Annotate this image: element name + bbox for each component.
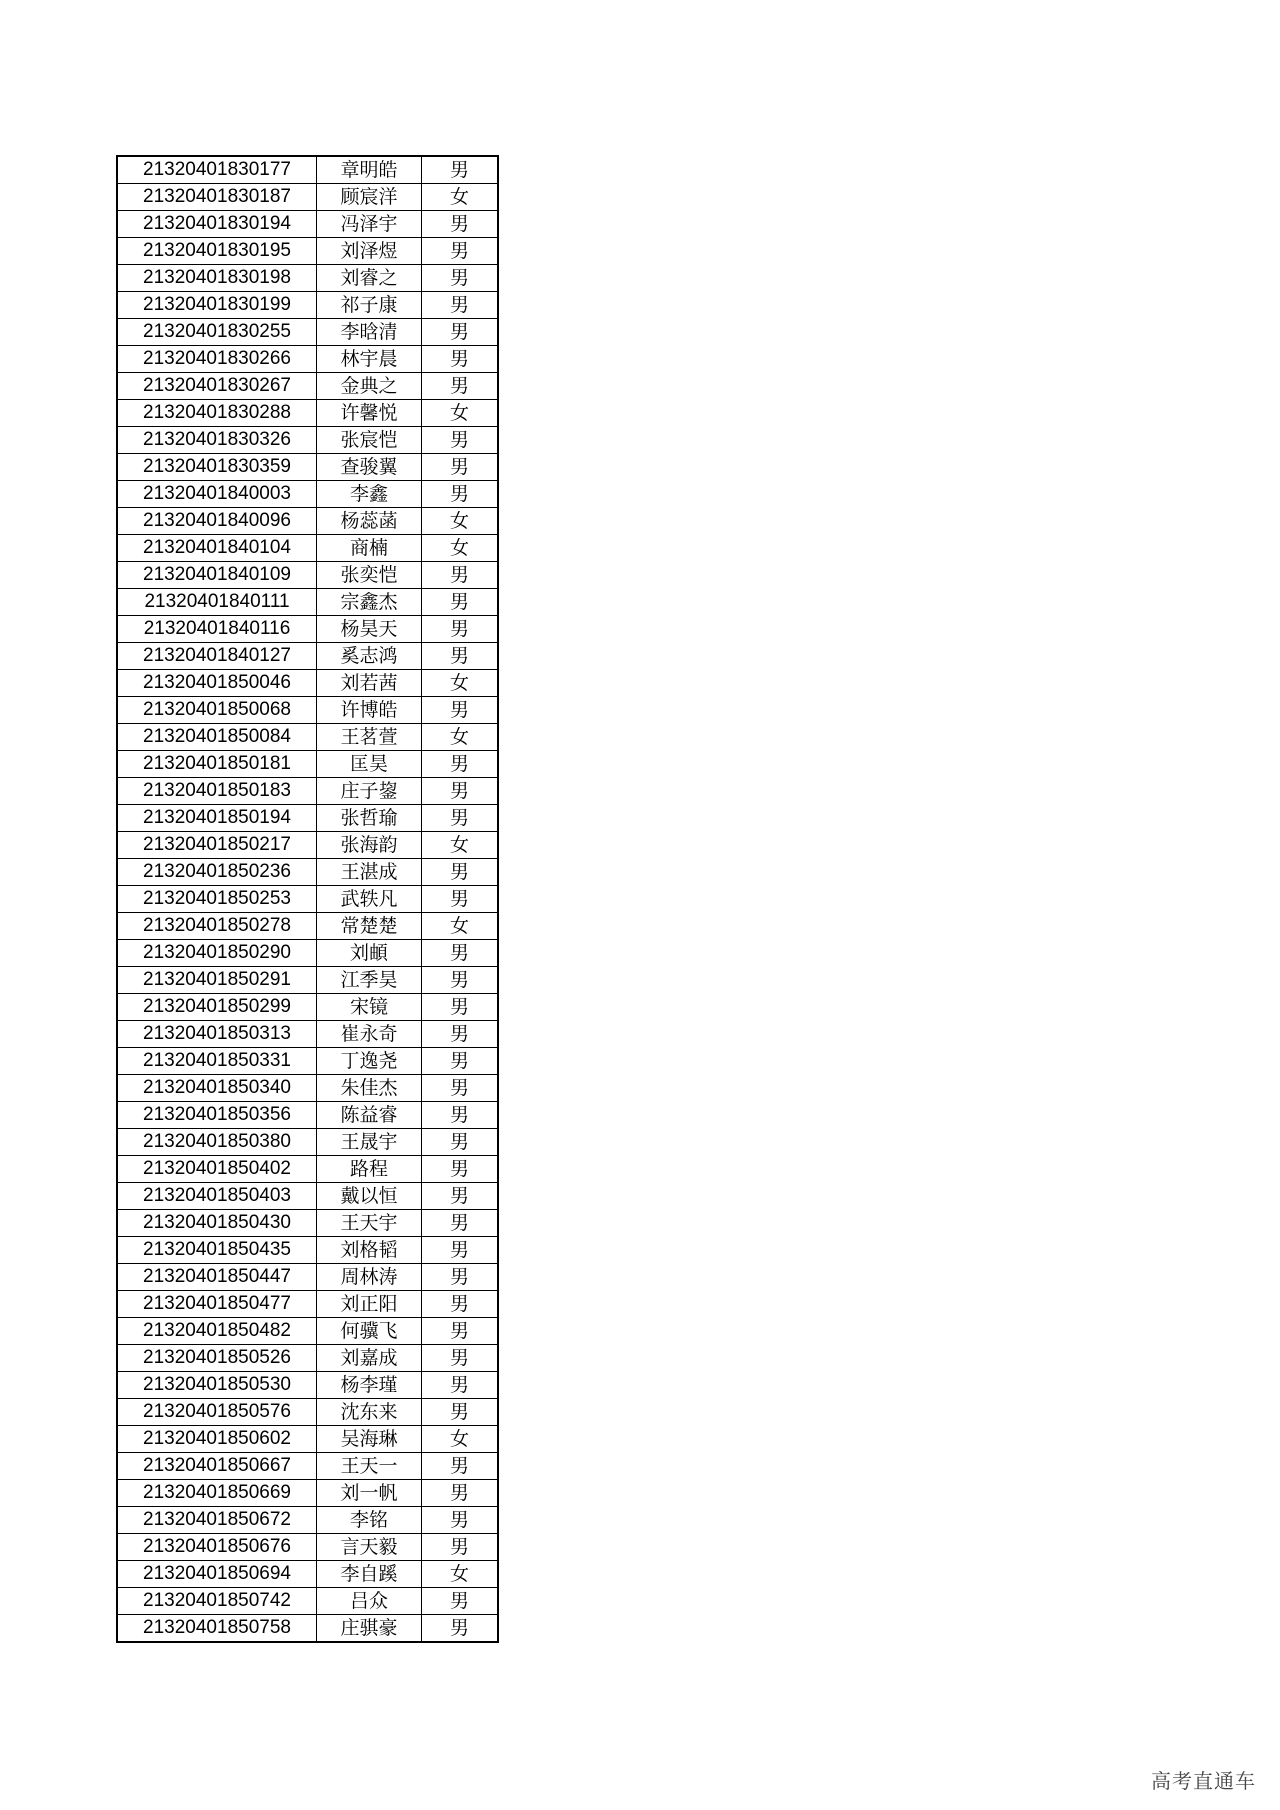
student-id-cell: 21320401840003: [117, 481, 317, 508]
table-row: [117, 994, 498, 1021]
student-name-cell: 宗鑫杰: [317, 589, 422, 616]
student-name-cell: 刘頔: [317, 940, 422, 967]
table-row: [117, 670, 498, 697]
student-gender-cell: 男: [422, 481, 499, 508]
table-row: [117, 1615, 498, 1643]
student-id-cell: 21320401830359: [117, 454, 317, 481]
student-name-cell: 祁子康: [317, 292, 422, 319]
table-row: [117, 643, 498, 670]
student-id-cell: 21320401840127: [117, 643, 317, 670]
student-id-cell: 21320401830255: [117, 319, 317, 346]
student-gender-cell: 男: [422, 697, 499, 724]
student-id-cell: 21320401850477: [117, 1291, 317, 1318]
student-gender-cell: 男: [422, 1534, 499, 1561]
table-row: [117, 346, 498, 373]
student-gender-cell: 男: [422, 454, 499, 481]
table-row: [117, 1102, 498, 1129]
student-name-cell: 刘正阳: [317, 1291, 422, 1318]
student-gender-cell: 男: [422, 373, 499, 400]
student-gender-cell: 男: [422, 1264, 499, 1291]
student-gender-cell: 男: [422, 967, 499, 994]
student-id-cell: 21320401850299: [117, 994, 317, 1021]
table-row: [117, 319, 498, 346]
table-row: [117, 1426, 498, 1453]
table-row: [117, 535, 498, 562]
student-id-cell: 21320401830267: [117, 373, 317, 400]
student-name-cell: 张哲瑜: [317, 805, 422, 832]
student-name-cell: 陈益睿: [317, 1102, 422, 1129]
student-name-cell: 王湛成: [317, 859, 422, 886]
table-row: [117, 454, 498, 481]
student-gender-cell: 男: [422, 346, 499, 373]
student-id-cell: 21320401850313: [117, 1021, 317, 1048]
student-name-cell: 张海韵: [317, 832, 422, 859]
student-gender-cell: 女: [422, 184, 499, 211]
student-gender-cell: 男: [422, 238, 499, 265]
table-row: [117, 1129, 498, 1156]
student-gender-cell: 男: [422, 1507, 499, 1534]
table-row: [117, 373, 498, 400]
student-id-cell: 21320401830266: [117, 346, 317, 373]
student-name-cell: 王天宇: [317, 1210, 422, 1237]
student-id-cell: 21320401850181: [117, 751, 317, 778]
student-name-cell: 常楚楚: [317, 913, 422, 940]
student-gender-cell: 女: [422, 508, 499, 535]
student-gender-cell: 女: [422, 1561, 499, 1588]
student-gender-cell: 男: [422, 156, 499, 184]
student-name-cell: 朱佳杰: [317, 1075, 422, 1102]
student-id-cell: 21320401850435: [117, 1237, 317, 1264]
student-gender-cell: 男: [422, 1156, 499, 1183]
student-gender-cell: 女: [422, 913, 499, 940]
table-row: [117, 1588, 498, 1615]
student-gender-cell: 男: [422, 1615, 499, 1643]
student-name-cell: 许博皓: [317, 697, 422, 724]
student-name-cell: 李自蹊: [317, 1561, 422, 1588]
student-id-cell: 21320401850667: [117, 1453, 317, 1480]
student-id-cell: 21320401850758: [117, 1615, 317, 1643]
table-row: [117, 778, 498, 805]
student-id-cell: 21320401850291: [117, 967, 317, 994]
student-gender-cell: 男: [422, 616, 499, 643]
student-id-cell: 21320401850742: [117, 1588, 317, 1615]
student-id-cell: 21320401850430: [117, 1210, 317, 1237]
student-gender-cell: 男: [422, 643, 499, 670]
student-id-cell: 21320401840104: [117, 535, 317, 562]
student-name-cell: 匡昊: [317, 751, 422, 778]
student-gender-cell: 女: [422, 724, 499, 751]
student-name-cell: 李鑫: [317, 481, 422, 508]
student-name-cell: 杨蕊菡: [317, 508, 422, 535]
student-gender-cell: 男: [422, 1588, 499, 1615]
student-id-cell: 21320401830177: [117, 156, 317, 184]
student-id-cell: 21320401840096: [117, 508, 317, 535]
student-id-cell: 21320401850380: [117, 1129, 317, 1156]
table-row: [117, 805, 498, 832]
student-gender-cell: 女: [422, 400, 499, 427]
student-gender-cell: 男: [422, 589, 499, 616]
student-id-cell: 21320401830195: [117, 238, 317, 265]
student-id-cell: 21320401850447: [117, 1264, 317, 1291]
student-name-cell: 金典之: [317, 373, 422, 400]
student-id-cell: 21320401850403: [117, 1183, 317, 1210]
student-name-cell: 刘睿之: [317, 265, 422, 292]
student-id-cell: 21320401830326: [117, 427, 317, 454]
student-name-cell: 奚志鸿: [317, 643, 422, 670]
student-id-cell: 21320401850526: [117, 1345, 317, 1372]
student-name-cell: 武轶凡: [317, 886, 422, 913]
student-id-cell: 21320401850672: [117, 1507, 317, 1534]
student-id-cell: 21320401830187: [117, 184, 317, 211]
student-name-cell: 李晗清: [317, 319, 422, 346]
student-gender-cell: 男: [422, 940, 499, 967]
student-gender-cell: 男: [422, 1372, 499, 1399]
student-gender-cell: 男: [422, 1453, 499, 1480]
table-row: [117, 1291, 498, 1318]
student-id-cell: 21320401840109: [117, 562, 317, 589]
student-id-cell: 21320401850278: [117, 913, 317, 940]
student-id-cell: 21320401850236: [117, 859, 317, 886]
student-name-cell: 宋镜: [317, 994, 422, 1021]
student-id-cell: 21320401850046: [117, 670, 317, 697]
student-gender-cell: 女: [422, 535, 499, 562]
table-row: [117, 292, 498, 319]
student-name-cell: 刘格韬: [317, 1237, 422, 1264]
table-row: [117, 562, 498, 589]
student-id-cell: 21320401850356: [117, 1102, 317, 1129]
student-name-cell: 沈东来: [317, 1399, 422, 1426]
student-id-cell: 21320401850669: [117, 1480, 317, 1507]
table-row: [117, 1372, 498, 1399]
student-name-cell: 王天一: [317, 1453, 422, 1480]
table-row: [117, 211, 498, 238]
table-row: [117, 832, 498, 859]
student-name-cell: 杨李瑾: [317, 1372, 422, 1399]
student-id-cell: 21320401850694: [117, 1561, 317, 1588]
table-row: [117, 1318, 498, 1345]
table-row: [117, 1048, 498, 1075]
student-name-cell: 何骥飞: [317, 1318, 422, 1345]
student-id-cell: 21320401850194: [117, 805, 317, 832]
student-gender-cell: 男: [422, 1399, 499, 1426]
table-row: [117, 967, 498, 994]
table-row: [117, 724, 498, 751]
student-gender-cell: 男: [422, 1480, 499, 1507]
student-gender-cell: 男: [422, 427, 499, 454]
student-id-cell: 21320401850340: [117, 1075, 317, 1102]
table-row: [117, 1264, 498, 1291]
table-row: [117, 1075, 498, 1102]
student-gender-cell: 男: [422, 751, 499, 778]
table-row: [117, 859, 498, 886]
student-gender-cell: 男: [422, 319, 499, 346]
table-row: [117, 265, 498, 292]
student-gender-cell: 男: [422, 994, 499, 1021]
table-row: [117, 616, 498, 643]
student-id-cell: 21320401840116: [117, 616, 317, 643]
student-gender-cell: 男: [422, 211, 499, 238]
student-name-cell: 王茗萱: [317, 724, 422, 751]
table-row: [117, 1534, 498, 1561]
table-row: [117, 1561, 498, 1588]
student-id-cell: 21320401850253: [117, 886, 317, 913]
student-gender-cell: 女: [422, 670, 499, 697]
student-id-cell: 21320401830199: [117, 292, 317, 319]
table-row: [117, 1021, 498, 1048]
student-name-cell: 路程: [317, 1156, 422, 1183]
table-row: [117, 1480, 498, 1507]
student-name-cell: 刘一帆: [317, 1480, 422, 1507]
table-row: [117, 1345, 498, 1372]
table-row: [117, 156, 498, 184]
student-id-cell: 21320401840111: [117, 589, 317, 616]
student-gender-cell: 男: [422, 1075, 499, 1102]
table-row: [117, 1210, 498, 1237]
student-name-cell: 商楠: [317, 535, 422, 562]
student-id-cell: 21320401850602: [117, 1426, 317, 1453]
student-name-cell: 戴以恒: [317, 1183, 422, 1210]
student-name-cell: 丁逸尧: [317, 1048, 422, 1075]
student-gender-cell: 男: [422, 1345, 499, 1372]
student-gender-cell: 男: [422, 859, 499, 886]
student-gender-cell: 男: [422, 805, 499, 832]
table-row: [117, 1237, 498, 1264]
student-name-cell: 王晟宇: [317, 1129, 422, 1156]
student-id-cell: 21320401850183: [117, 778, 317, 805]
table-row: [117, 1507, 498, 1534]
student-name-cell: 庄子鋆: [317, 778, 422, 805]
student-name-cell: 李铭: [317, 1507, 422, 1534]
student-name-cell: 吴海琳: [317, 1426, 422, 1453]
table-row: [117, 697, 498, 724]
table-row: [117, 751, 498, 778]
student-id-cell: 21320401830194: [117, 211, 317, 238]
table-row: [117, 1399, 498, 1426]
student-gender-cell: 女: [422, 832, 499, 859]
student-name-cell: 顾宸洋: [317, 184, 422, 211]
student-roster-table: [116, 155, 499, 1643]
student-name-cell: 周林涛: [317, 1264, 422, 1291]
table-row: [117, 940, 498, 967]
student-id-cell: 21320401850217: [117, 832, 317, 859]
student-name-cell: 冯泽宇: [317, 211, 422, 238]
student-name-cell: 刘嘉成: [317, 1345, 422, 1372]
student-gender-cell: 男: [422, 778, 499, 805]
table-row: [117, 238, 498, 265]
table-row: [117, 427, 498, 454]
table-row: [117, 481, 498, 508]
student-name-cell: 张宸恺: [317, 427, 422, 454]
student-id-cell: 21320401850530: [117, 1372, 317, 1399]
table-row: [117, 400, 498, 427]
student-name-cell: 查骏翼: [317, 454, 422, 481]
table-row: [117, 184, 498, 211]
student-id-cell: 21320401850482: [117, 1318, 317, 1345]
student-name-cell: 崔永奇: [317, 1021, 422, 1048]
student-id-cell: 21320401850576: [117, 1399, 317, 1426]
student-name-cell: 杨昊天: [317, 616, 422, 643]
student-gender-cell: 男: [422, 1210, 499, 1237]
student-gender-cell: 男: [422, 292, 499, 319]
student-name-cell: 言天毅: [317, 1534, 422, 1561]
student-gender-cell: 男: [422, 265, 499, 292]
student-gender-cell: 男: [422, 1291, 499, 1318]
table-row: [117, 508, 498, 535]
student-name-cell: 庄骐豪: [317, 1615, 422, 1643]
student-gender-cell: 男: [422, 1183, 499, 1210]
student-name-cell: 林宇晨: [317, 346, 422, 373]
student-id-cell: 21320401850084: [117, 724, 317, 751]
student-name-cell: 刘泽煜: [317, 238, 422, 265]
student-name-cell: 江季昊: [317, 967, 422, 994]
student-name-cell: 吕众: [317, 1588, 422, 1615]
student-id-cell: 21320401850068: [117, 697, 317, 724]
student-gender-cell: 男: [422, 886, 499, 913]
student-gender-cell: 男: [422, 562, 499, 589]
student-gender-cell: 男: [422, 1129, 499, 1156]
student-name-cell: 刘若茜: [317, 670, 422, 697]
student-gender-cell: 男: [422, 1102, 499, 1129]
student-id-cell: 21320401850676: [117, 1534, 317, 1561]
table-row: [117, 886, 498, 913]
student-id-cell: 21320401830198: [117, 265, 317, 292]
roster-body: [117, 156, 498, 1642]
table-row: [117, 1453, 498, 1480]
student-gender-cell: 男: [422, 1048, 499, 1075]
student-id-cell: 21320401850402: [117, 1156, 317, 1183]
student-gender-cell: 女: [422, 1426, 499, 1453]
student-gender-cell: 男: [422, 1021, 499, 1048]
table-row: [117, 589, 498, 616]
table-row: [117, 913, 498, 940]
table-row: [117, 1183, 498, 1210]
student-id-cell: 21320401850331: [117, 1048, 317, 1075]
student-id-cell: 21320401830288: [117, 400, 317, 427]
student-id-cell: 21320401850290: [117, 940, 317, 967]
student-gender-cell: 男: [422, 1318, 499, 1345]
watermark-text: 高考直通车: [1151, 1769, 1256, 1793]
student-name-cell: 章明皓: [317, 156, 422, 184]
student-name-cell: 张奕恺: [317, 562, 422, 589]
student-gender-cell: 男: [422, 1237, 499, 1264]
table-row: [117, 1156, 498, 1183]
student-name-cell: 许馨悦: [317, 400, 422, 427]
